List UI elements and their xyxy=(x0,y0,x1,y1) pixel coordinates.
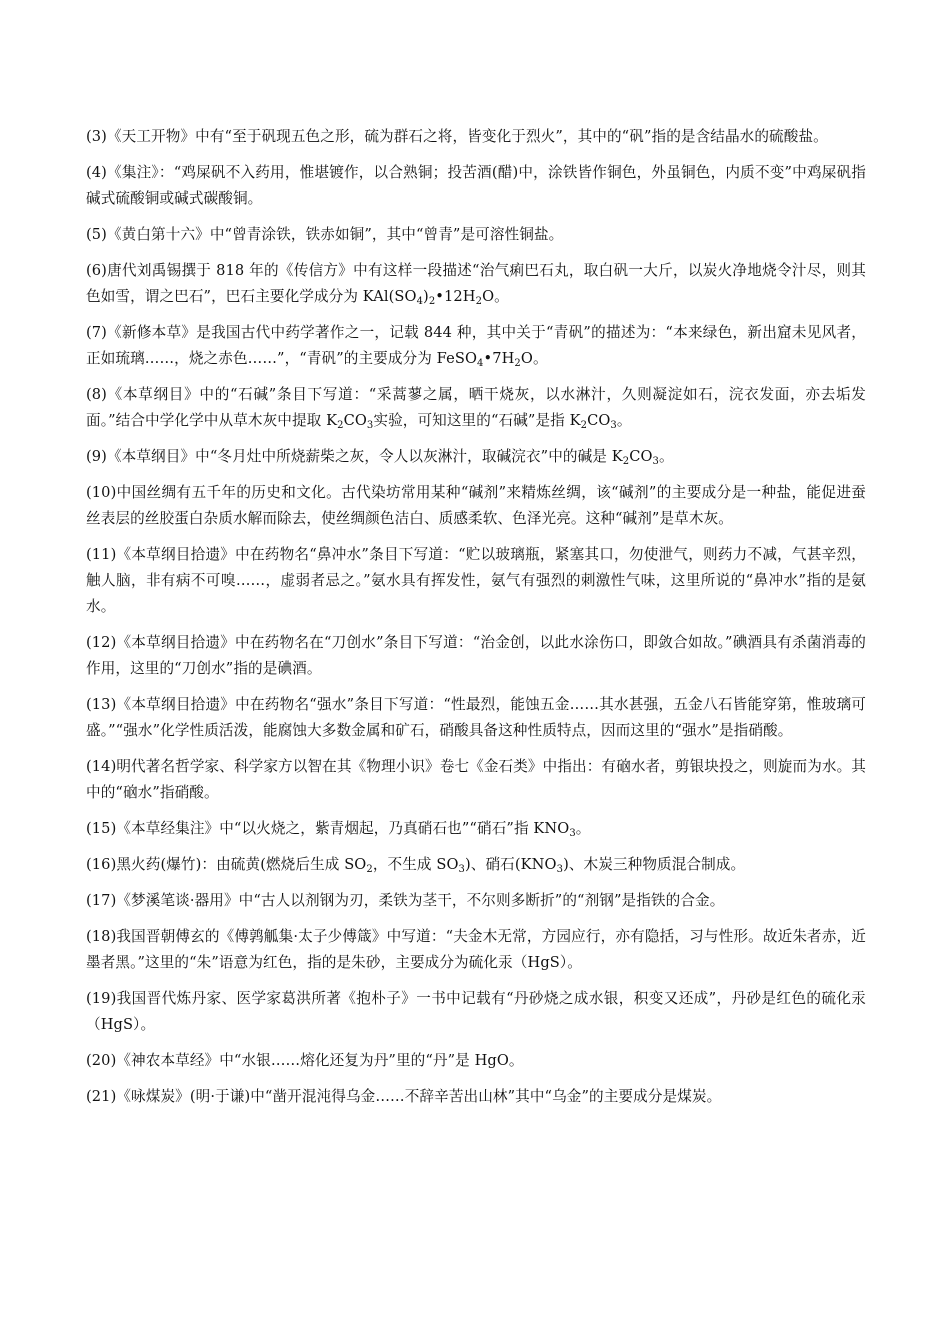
paragraph-item xyxy=(86,924,866,976)
document-page xyxy=(86,124,866,1120)
paragraph-item xyxy=(86,816,866,842)
paragraph-item xyxy=(86,258,866,310)
paragraph-text: (5)《黄白第十六》中“曾青涂铁，铁赤如铜”，其中“曾青”是可溶性铜盐。 xyxy=(86,226,564,243)
paragraph-text: (21)《咏煤炭》(明·于谦)中“凿开混沌得乌金……不辞辛苦出山林”其中“乌金”的主要成分是煤炭。 xyxy=(86,1088,722,1105)
paragraph-item xyxy=(86,852,866,878)
paragraph-item xyxy=(86,320,866,372)
paragraph-item xyxy=(86,542,866,620)
paragraph-text: (7)《新修本草》是我国古代中药学著作之一，记载 844 种，其中关于“青矾”的描述为：“本来绿色，新出窟未见风者，正如琉璃……，烧之赤色……”，“青矾”的主要成分为 FeSO xyxy=(86,324,866,367)
paragraph-text: CO xyxy=(629,448,653,465)
paragraph-text: (14)明代著名哲学家、科学家方以智在其《物理小识》卷七《金石类》中指出：有硇水者，剪银块投之，则旋而为水。其中的“硇水”指硝酸。 xyxy=(86,758,866,801)
paragraph-text: 。 xyxy=(659,448,674,465)
paragraph-text: (13)《本草纲目拾遗》中在药物名“强水”条目下写道：“性最烈，能蚀五金……其水甚强，五金八石皆能穿第，惟玻璃可盛。”“强水”化学性质活泼，能腐蚀大多数金属和矿石，硝酸具备这种性质特点，因而这里的“强水”是指硝酸。 xyxy=(86,696,866,739)
paragraph-item xyxy=(86,1048,866,1074)
subscript-text: 3 xyxy=(652,456,660,467)
paragraph-item xyxy=(86,160,866,212)
paragraph-item xyxy=(86,124,866,150)
paragraph-text: CO xyxy=(587,412,611,429)
paragraph-item xyxy=(86,222,866,248)
paragraph-text: (9)《本草纲目》中“冬月灶中所烧薪柴之灰，令人以灰淋汁，取碱浣衣”中的碱是 K xyxy=(86,448,623,465)
paragraph-text: 实验，可知这里的“石碱”是指 K xyxy=(373,412,581,429)
paragraph-item xyxy=(86,692,866,744)
paragraph-text: (16)黑火药(爆竹)：由硫黄(燃烧后生成 SO xyxy=(86,856,367,873)
paragraph-text: (10)中国丝绸有五千年的历史和文化。古代染坊常用某种“碱剂”来精炼丝绸，该“碱剂”的主要成分是一种盐，能促进蚕丝表层的丝胶蛋白杂质水解而除去，使丝绸颜色洁白、质感柔软、色泽光亮。这种“碱剂”是草木灰。 xyxy=(86,484,866,527)
paragraph-text: (11)《本草纲目拾遗》中在药物名“鼻冲水”条目下写道：“贮以玻璃瓶，紧塞其口，勿使泄气，则药力不减，气甚辛烈，触人脑，非有病不可嗅……，虚弱者忌之。”氨水具有挥发性，氨气有强烈的刺激性气味，这里所说的“鼻冲水”指的是氨水。 xyxy=(86,546,866,615)
subscript-text: 3 xyxy=(556,864,564,875)
subscript-text: 2 xyxy=(366,864,373,875)
paragraph-text: (15)《本草经集注》中“以火烧之，紫青烟起，乃真硝石也”“硝石”指 KNO xyxy=(86,820,570,837)
paragraph-text: (6)唐代刘禹锡撰于 818 年的《传信方》中有这样一段描述“治气痢巴石丸，取白矾一大斤，以炭火净地烧令汁尽，则其色如雪，谓之巴石”，巴石主要化学成分为 KAl(SO xyxy=(86,262,866,305)
subscript-text: 3 xyxy=(366,420,374,431)
subscript-text: 2 xyxy=(514,358,521,369)
paragraph-text: •7H xyxy=(483,350,515,367)
paragraph-item xyxy=(86,630,866,682)
paragraph-text: )、木炭三种物质混合制成。 xyxy=(563,856,746,873)
paragraph-text: 。 xyxy=(575,820,591,837)
paragraph-text: (20)《神农本草经》中“水银……熔化还复为丹”里的“丹”是 HgO。 xyxy=(86,1052,524,1069)
subscript-text: 3 xyxy=(610,420,617,431)
subscript-text: 3 xyxy=(569,828,576,839)
paragraph-text: 。 xyxy=(616,412,632,429)
paragraph-item xyxy=(86,444,866,470)
subscript-text: 2 xyxy=(428,296,436,307)
paragraph-text: CO xyxy=(343,412,367,429)
subscript-text: 4 xyxy=(477,358,484,369)
subscript-text: 2 xyxy=(337,420,344,431)
paragraph-text: (3)《天工开物》中有“至于矾现五色之形，硫为群石之将，皆变化于烈火”，其中的“矾”指的是含结晶水的硫酸盐。 xyxy=(86,128,828,145)
paragraph-item xyxy=(86,888,866,914)
subscript-text: 2 xyxy=(580,420,588,431)
paragraph-item xyxy=(86,754,866,806)
paragraph-text: ，不生成 SO xyxy=(372,856,459,873)
paragraph-text: (4)《集注》：“鸡屎矾不入药用，惟堪镀作，以合熟铜；投苦酒(醋)中，涂铁皆作铜色，外虽铜色，内质不变”中鸡屎矾指碱式硫酸铜或碱式碳酸铜。 xyxy=(86,164,866,207)
paragraph-text: O。 xyxy=(482,288,509,305)
paragraph-text: (18)我国晋朝傅玄的《傅鹑觚集·太子少傅箴》中写道：“夫金木无常，方园应行，亦有隐括，习与性形。故近朱者赤，近墨者黑。”这里的“朱”语意为红色，指的是朱砂，主要成分为硫化汞（HgS）。 xyxy=(86,928,866,971)
paragraph-text: O。 xyxy=(520,350,548,367)
paragraph-text: )、硝石(KNO xyxy=(464,856,557,873)
subscript-text: 2 xyxy=(475,296,483,307)
subscript-text: 4 xyxy=(416,296,424,307)
paragraph-item xyxy=(86,1084,866,1110)
paragraph-text: ) xyxy=(423,288,429,305)
paragraph-item xyxy=(86,480,866,532)
paragraph-text: •12H xyxy=(435,288,476,305)
subscript-text: 2 xyxy=(622,456,630,467)
subscript-text: 3 xyxy=(458,864,465,875)
paragraph-item xyxy=(86,986,866,1038)
paragraph-text: (12)《本草纲目拾遗》中在药物名在“刀创水”条目下写道：“治金创，以此水涂伤口，即敛合如故。”碘酒具有杀菌消毒的作用，这里的“刀创水”指的是碘酒。 xyxy=(86,634,866,677)
paragraph-text: (8)《本草纲目》中的“石碱”条目下写道：“采蒿蓼之属，晒干烧灰，以水淋汁，久则凝淀如石，浣衣发面，亦去垢发面。”结合中学化学中从草木灰中提取 K xyxy=(86,386,866,429)
paragraph-text: (17)《梦溪笔谈·器用》中“古人以剂钢为刃，柔铁为茎干，不尔则多断折”的“剂钢”是指铁的合金。 xyxy=(86,892,725,909)
paragraph-text: (19)我国晋代炼丹家、医学家葛洪所著《抱朴子》一书中记载有“丹砂烧之成水银，积变又还成”，丹砂是红色的硫化汞（HgS）。 xyxy=(86,990,866,1033)
paragraph-item xyxy=(86,382,866,434)
